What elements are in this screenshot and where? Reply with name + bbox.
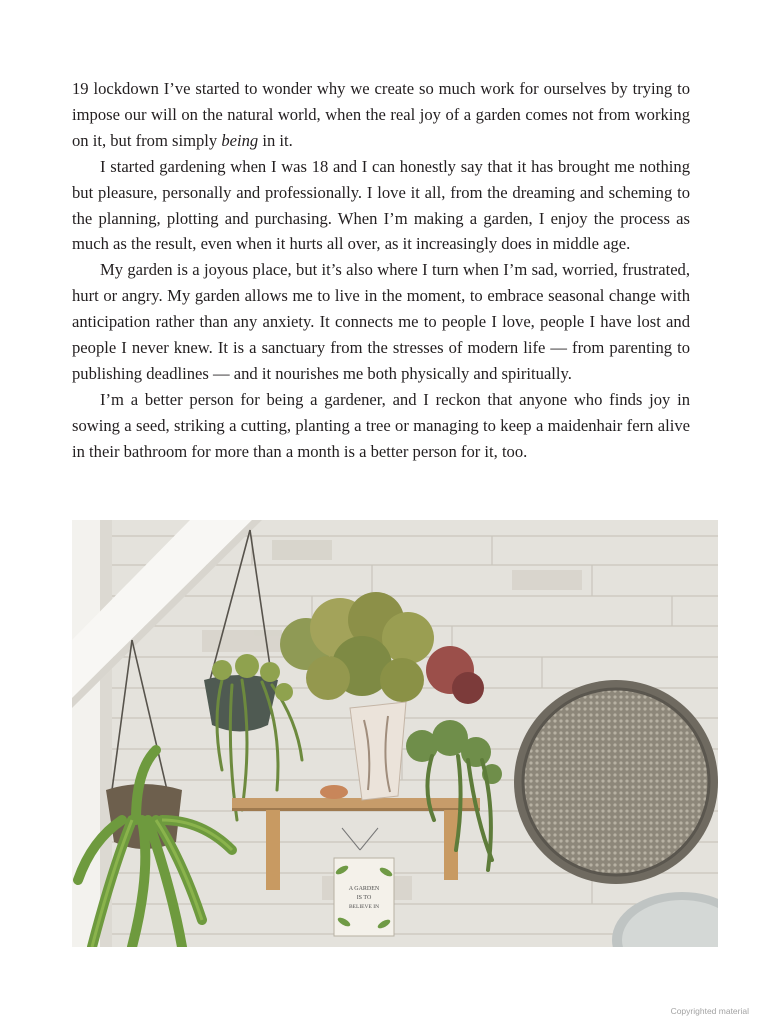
garden-shed-photo [72,520,718,947]
copyright-notice: Copyrighted material [670,1006,749,1016]
paragraph-2: I started gardening when I was 18 and I can honestly say that it has brought me nothing but pleasure, personally and professionally. I love it all, from the dreaming and scheming to the planning, plotting and purchasing. When I’m making a garden, I enjoy the process as much as the result, even when it hurts all over, as it increasingly does in middle age. [72,156,690,254]
sign-text-1: A GARDEN [348,886,380,892]
sign-text-2: IS TO [356,895,372,901]
paragraph-1: 19 lockdown I’ve started to wonder why we create so much work for ourselves by trying to impose our will on the natural world, when the real joy of a garden comes not from working on it, but from simply being in it. [72,79,690,150]
body-text [72,76,690,465]
paragraph-3: My garden is a joyous place, but it’s also where I turn when I’m sad, worried, frustrated, hurt or angry. My garden allows me to live in the moment, to embrace seasonal change with anticipation rather than any anxiety. It connects me to people I love, people I have lost and people I never knew. It is a sanctuary from the stresses of modern life — from parenting to publishing deadlines — and it nourishes me both physically and spiritually. [72,260,690,383]
paragraph-4: I’m a better person for being a gardener, and I reckon that anyone who finds joy in sowing a seed, striking a cutting, planting a tree or managing to keep a maidenhair fern alive in their bathroom for more than a month is a better person for it, too. [72,389,690,461]
emphasis-being: being [221,130,259,150]
sign-text-3: BELIEVE IN [348,904,380,910]
